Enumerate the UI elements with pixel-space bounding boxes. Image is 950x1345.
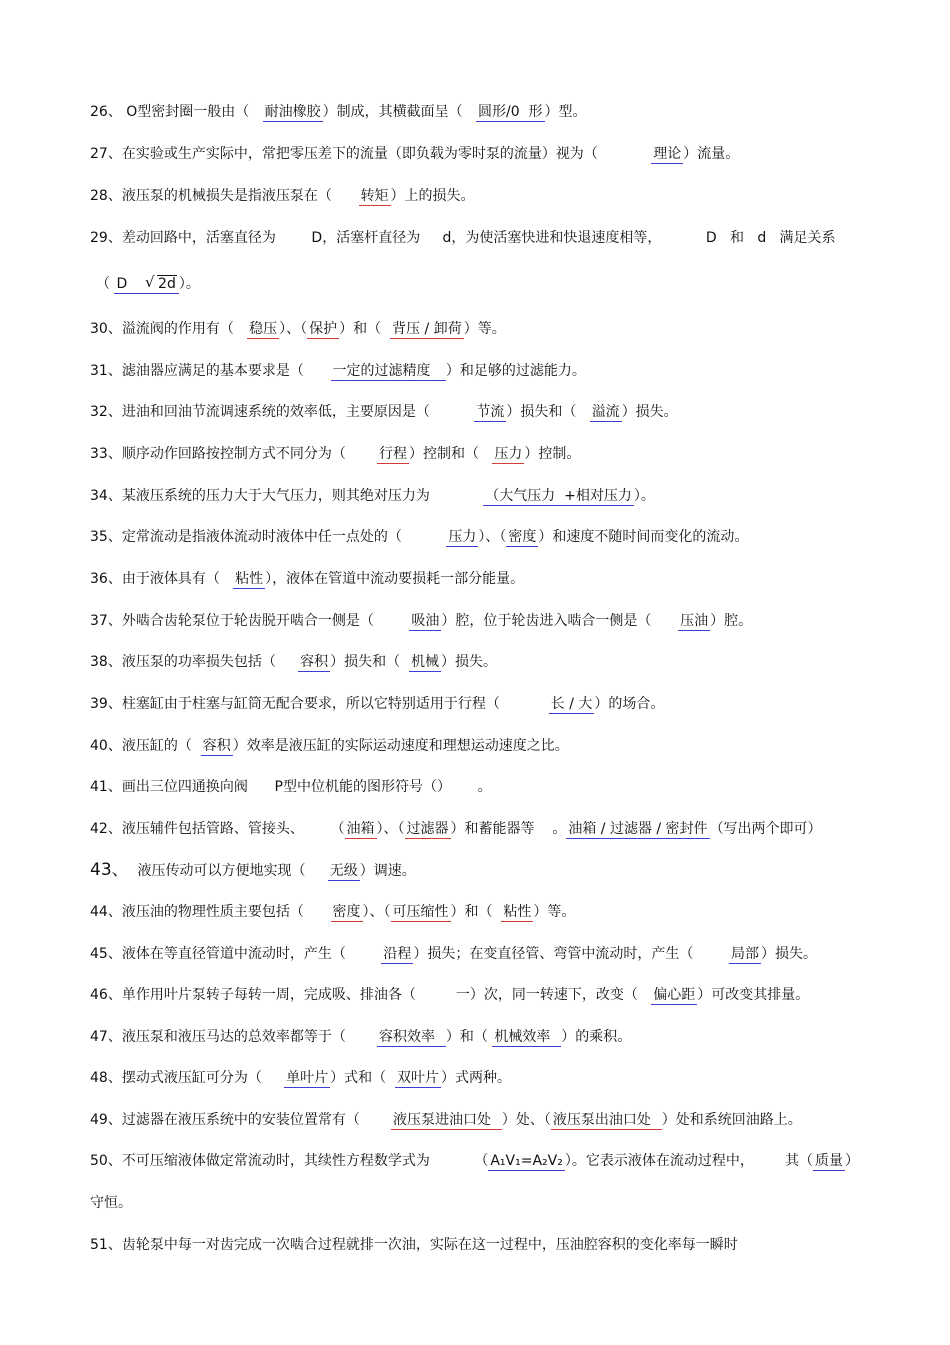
- question-text: ）和蓄能器等 。: [450, 821, 567, 837]
- question-text: 47、液压泵和液压马达的总效率都等于（: [90, 1029, 377, 1045]
- question-text: ）制成，其横截面呈（: [322, 104, 476, 120]
- question-text: ）可改变其排量。: [697, 987, 810, 1003]
- question-43: [90, 861, 910, 880]
- question-text: 液压传动可以方便地实现（: [128, 863, 328, 879]
- answer-blank: 机械效率: [494, 1029, 560, 1045]
- question-44: [90, 903, 910, 921]
- question-text: 44、液压油的物理性质主要包括（: [90, 904, 331, 920]
- question-text: 36、由于液体具有（: [90, 571, 234, 587]
- answer-blank: [114, 273, 178, 294]
- sqrt-icon: √: [145, 273, 155, 291]
- question-29-answer-line: [96, 275, 910, 293]
- question-text: ）流量。: [683, 146, 740, 162]
- question-35: [90, 528, 910, 546]
- sqrt-expression: [145, 275, 177, 293]
- question-text: ）和（: [445, 1029, 493, 1045]
- question-34: [90, 487, 910, 505]
- question-text: ）和（: [339, 321, 391, 337]
- question-text: ）损失。: [761, 946, 818, 962]
- answer-blank: 节流: [476, 404, 505, 420]
- answer-blank: 压油: [680, 613, 709, 629]
- question-text: 31、滤油器应满足的基本要求是（: [90, 363, 331, 379]
- question-text: ）上的损失。: [390, 188, 475, 204]
- question-text: 46、单作用叶片泵转子每转一周，完成吸、排油各（ 一）次，同一转速下，改变（: [90, 987, 652, 1003]
- question-text: ）处和系统回油路上。: [661, 1112, 802, 1128]
- answer-blank: 偏心距: [653, 987, 696, 1003]
- answer-blank: 密度: [332, 904, 361, 920]
- question-text: 51、齿轮泵中每一对齿完成一次啮合过程就排一次油，实际在这一过程中，压油腔容积的变化率每一瞬时: [90, 1237, 738, 1253]
- question-text: ）损失和（: [330, 654, 409, 670]
- answer-blank: 液压泵出油口处: [552, 1112, 660, 1128]
- answer-blank: 单叶片: [286, 1070, 329, 1086]
- question-27: [90, 145, 910, 163]
- formula-left: D: [116, 276, 146, 292]
- answer-blank: 容积: [202, 738, 231, 754]
- question-30: [90, 320, 910, 338]
- question-text: ）调速。: [359, 863, 416, 879]
- question-text: ）腔，位于轮齿进入啮合一侧是（: [441, 613, 679, 629]
- question-text: 30、溢流阀的作用有（: [90, 321, 248, 337]
- question-text: ）腔。: [710, 613, 753, 629]
- answer-blank: 长 / 大: [550, 696, 593, 712]
- answer-blank: 圆形/0 形: [478, 104, 543, 120]
- answer-blank: 双叶片: [396, 1070, 439, 1086]
- question-text: ）型。: [544, 104, 587, 120]
- question-text: 27、在实验或生产实际中，常把零压差下的流量（即负载为零时泵的流量）视为（: [90, 146, 652, 162]
- question-text: 49、过滤器在液压系统中的安装位置常有（: [90, 1112, 391, 1128]
- question-text: 32、进油和回油节流调速系统的效率低，主要原因是（: [90, 404, 475, 420]
- question-text: ）等。: [533, 904, 576, 920]
- question-47: [90, 1028, 910, 1046]
- question-50-continued: [90, 1194, 910, 1212]
- answer-blank: 可压缩性: [392, 904, 449, 920]
- answer-blank: 压力: [448, 529, 477, 545]
- question-text: 29、差动回路中，活塞直径为 D，活塞杆直径为 d，为使活塞快进和快退速度相等， D 和 d 满足关系: [90, 230, 836, 246]
- question-text: ）、（: [362, 904, 391, 920]
- answer-blank: 密度: [508, 529, 537, 545]
- question-48: [90, 1069, 910, 1087]
- question-text: ）和速度不随时间而变化的流动。: [538, 529, 749, 545]
- question-text: 37、外啮合齿轮泵位于轮齿脱开啮合一侧是（: [90, 613, 410, 629]
- answer-blank: 行程: [378, 446, 407, 462]
- answer-blank: 稳压: [249, 321, 278, 337]
- answer-blank: 粘性: [503, 904, 532, 920]
- question-text: ）。: [633, 488, 655, 504]
- answer-blank: 转矩: [360, 188, 389, 204]
- question-36: [90, 570, 910, 588]
- question-text: ）、（: [376, 821, 405, 837]
- question-38: [90, 653, 910, 671]
- question-text: ）控制和（: [408, 446, 493, 462]
- question-text: 41、画出三位四通换向阀 P型中位机能的图形符号（） 。: [90, 779, 492, 795]
- question-40: [90, 737, 910, 755]
- answer-blank: 液压泵进油口处: [392, 1112, 500, 1128]
- answer-blank: 吸油: [411, 613, 440, 629]
- question-45: [90, 945, 910, 963]
- question-text: ）处、（: [501, 1112, 551, 1128]
- answer-blank: （大气压力 +相对压力: [485, 488, 632, 504]
- question-text: 48、摆动式液压缸可分为（: [90, 1070, 285, 1086]
- question-text: 50、不可压缩液体做定常流动时，其续性方程数学式为 （: [90, 1153, 489, 1169]
- question-text: 40、液压缸的（: [90, 738, 201, 754]
- question-text: 35、定常流动是指液体流动时液体中任一点处的（: [90, 529, 447, 545]
- question-text: ）: [844, 1153, 859, 1169]
- question-text: ）式和（: [330, 1070, 395, 1086]
- answer-blank: 局部: [731, 946, 760, 962]
- answer-blank: 机械: [410, 654, 439, 670]
- question-text: 39、柱塞缸由于柱塞与缸筒无配合要求，所以它特别适用于行程（: [90, 696, 549, 712]
- question-text: ）损失和（: [506, 404, 590, 420]
- answer-blank: 质量: [814, 1153, 843, 1169]
- question-text: ）和（: [450, 904, 502, 920]
- question-text: （写出两个即可）: [709, 821, 822, 837]
- question-31: [90, 362, 910, 380]
- question-number: 43、: [90, 860, 129, 880]
- question-50: [90, 1152, 910, 1170]
- answer-blank: 保护: [309, 321, 338, 337]
- question-text: ）、（: [478, 529, 507, 545]
- sqrt-body: 2d: [158, 276, 176, 292]
- question-text: ）的乘积。: [561, 1029, 632, 1045]
- question-text: ）等。: [463, 321, 506, 337]
- question-text: 28、液压泵的机械损失是指液压泵在（: [90, 188, 359, 204]
- answer-blank: 一定的过滤精度: [332, 363, 444, 379]
- question-text: ）损失。: [621, 404, 678, 420]
- question-28: [90, 187, 910, 205]
- question-text: ）、（: [279, 321, 308, 337]
- answer-blank: 粘性: [235, 571, 264, 587]
- question-41: [90, 778, 910, 796]
- question-text: 33、顺序动作回路按控制方式不同分为（: [90, 446, 377, 462]
- question-text: 38、液压泵的功率损失包括（: [90, 654, 299, 670]
- answer-blank: 容积: [300, 654, 329, 670]
- question-text: 34、某液压系统的压力大于大气压力，则其绝对压力为: [90, 488, 484, 504]
- question-text: ）损失。: [440, 654, 497, 670]
- question-39: [90, 695, 910, 713]
- answer-blank: 溢流: [591, 404, 620, 420]
- answer-blank: A₁V₁=A₂V₂: [490, 1153, 563, 1169]
- question-text: ）的场合。: [594, 696, 665, 712]
- question-text: ），液体在管道中流动要损耗一部分能量。: [265, 571, 525, 587]
- question-29: [90, 229, 910, 247]
- answer-blank: 压力: [494, 446, 523, 462]
- answer-blank: 油箱: [346, 821, 375, 837]
- answer-blank: 容积效率: [378, 1029, 444, 1045]
- question-51: [90, 1236, 910, 1254]
- question-33: [90, 445, 910, 463]
- question-text: ）效率是液压缸的实际运动速度和理想运动速度之比。: [232, 738, 569, 754]
- question-26: [90, 103, 910, 121]
- question-text: （: [96, 276, 115, 292]
- question-text: ）。: [178, 276, 200, 292]
- answer-blank: 耐油橡胶: [264, 104, 321, 120]
- question-49: [90, 1111, 910, 1129]
- question-text: 45、液体在等直径管道中流动时，产生（: [90, 946, 382, 962]
- question-46: [90, 986, 910, 1004]
- question-text: ）和足够的过滤能力。: [445, 363, 586, 379]
- answer-blank: 油箱 / 过滤器 / 密封件: [568, 821, 708, 837]
- question-text: ）式两种。: [440, 1070, 511, 1086]
- answer-blank: 沿程: [383, 946, 412, 962]
- answer-blank: 无级: [329, 863, 358, 879]
- question-text: ）。它表示液体在流动过程中， 其（: [564, 1153, 813, 1169]
- question-32: [90, 403, 910, 421]
- question-text: 守恒。: [90, 1195, 132, 1211]
- question-text: 42、液压辅件包括管路、管接头、 （: [90, 821, 345, 837]
- question-37: [90, 612, 910, 630]
- question-text: 26、 O型密封圈一般由（: [90, 104, 263, 120]
- question-text: ）控制。: [524, 446, 581, 462]
- question-text: ）损失；在变直径管、弯管中流动时，产生（: [413, 946, 730, 962]
- answer-blank: 过滤器: [406, 821, 449, 837]
- question-42: [90, 820, 910, 838]
- answer-blank: 背压 / 卸荷: [392, 321, 462, 337]
- answer-blank: 理论: [653, 146, 682, 162]
